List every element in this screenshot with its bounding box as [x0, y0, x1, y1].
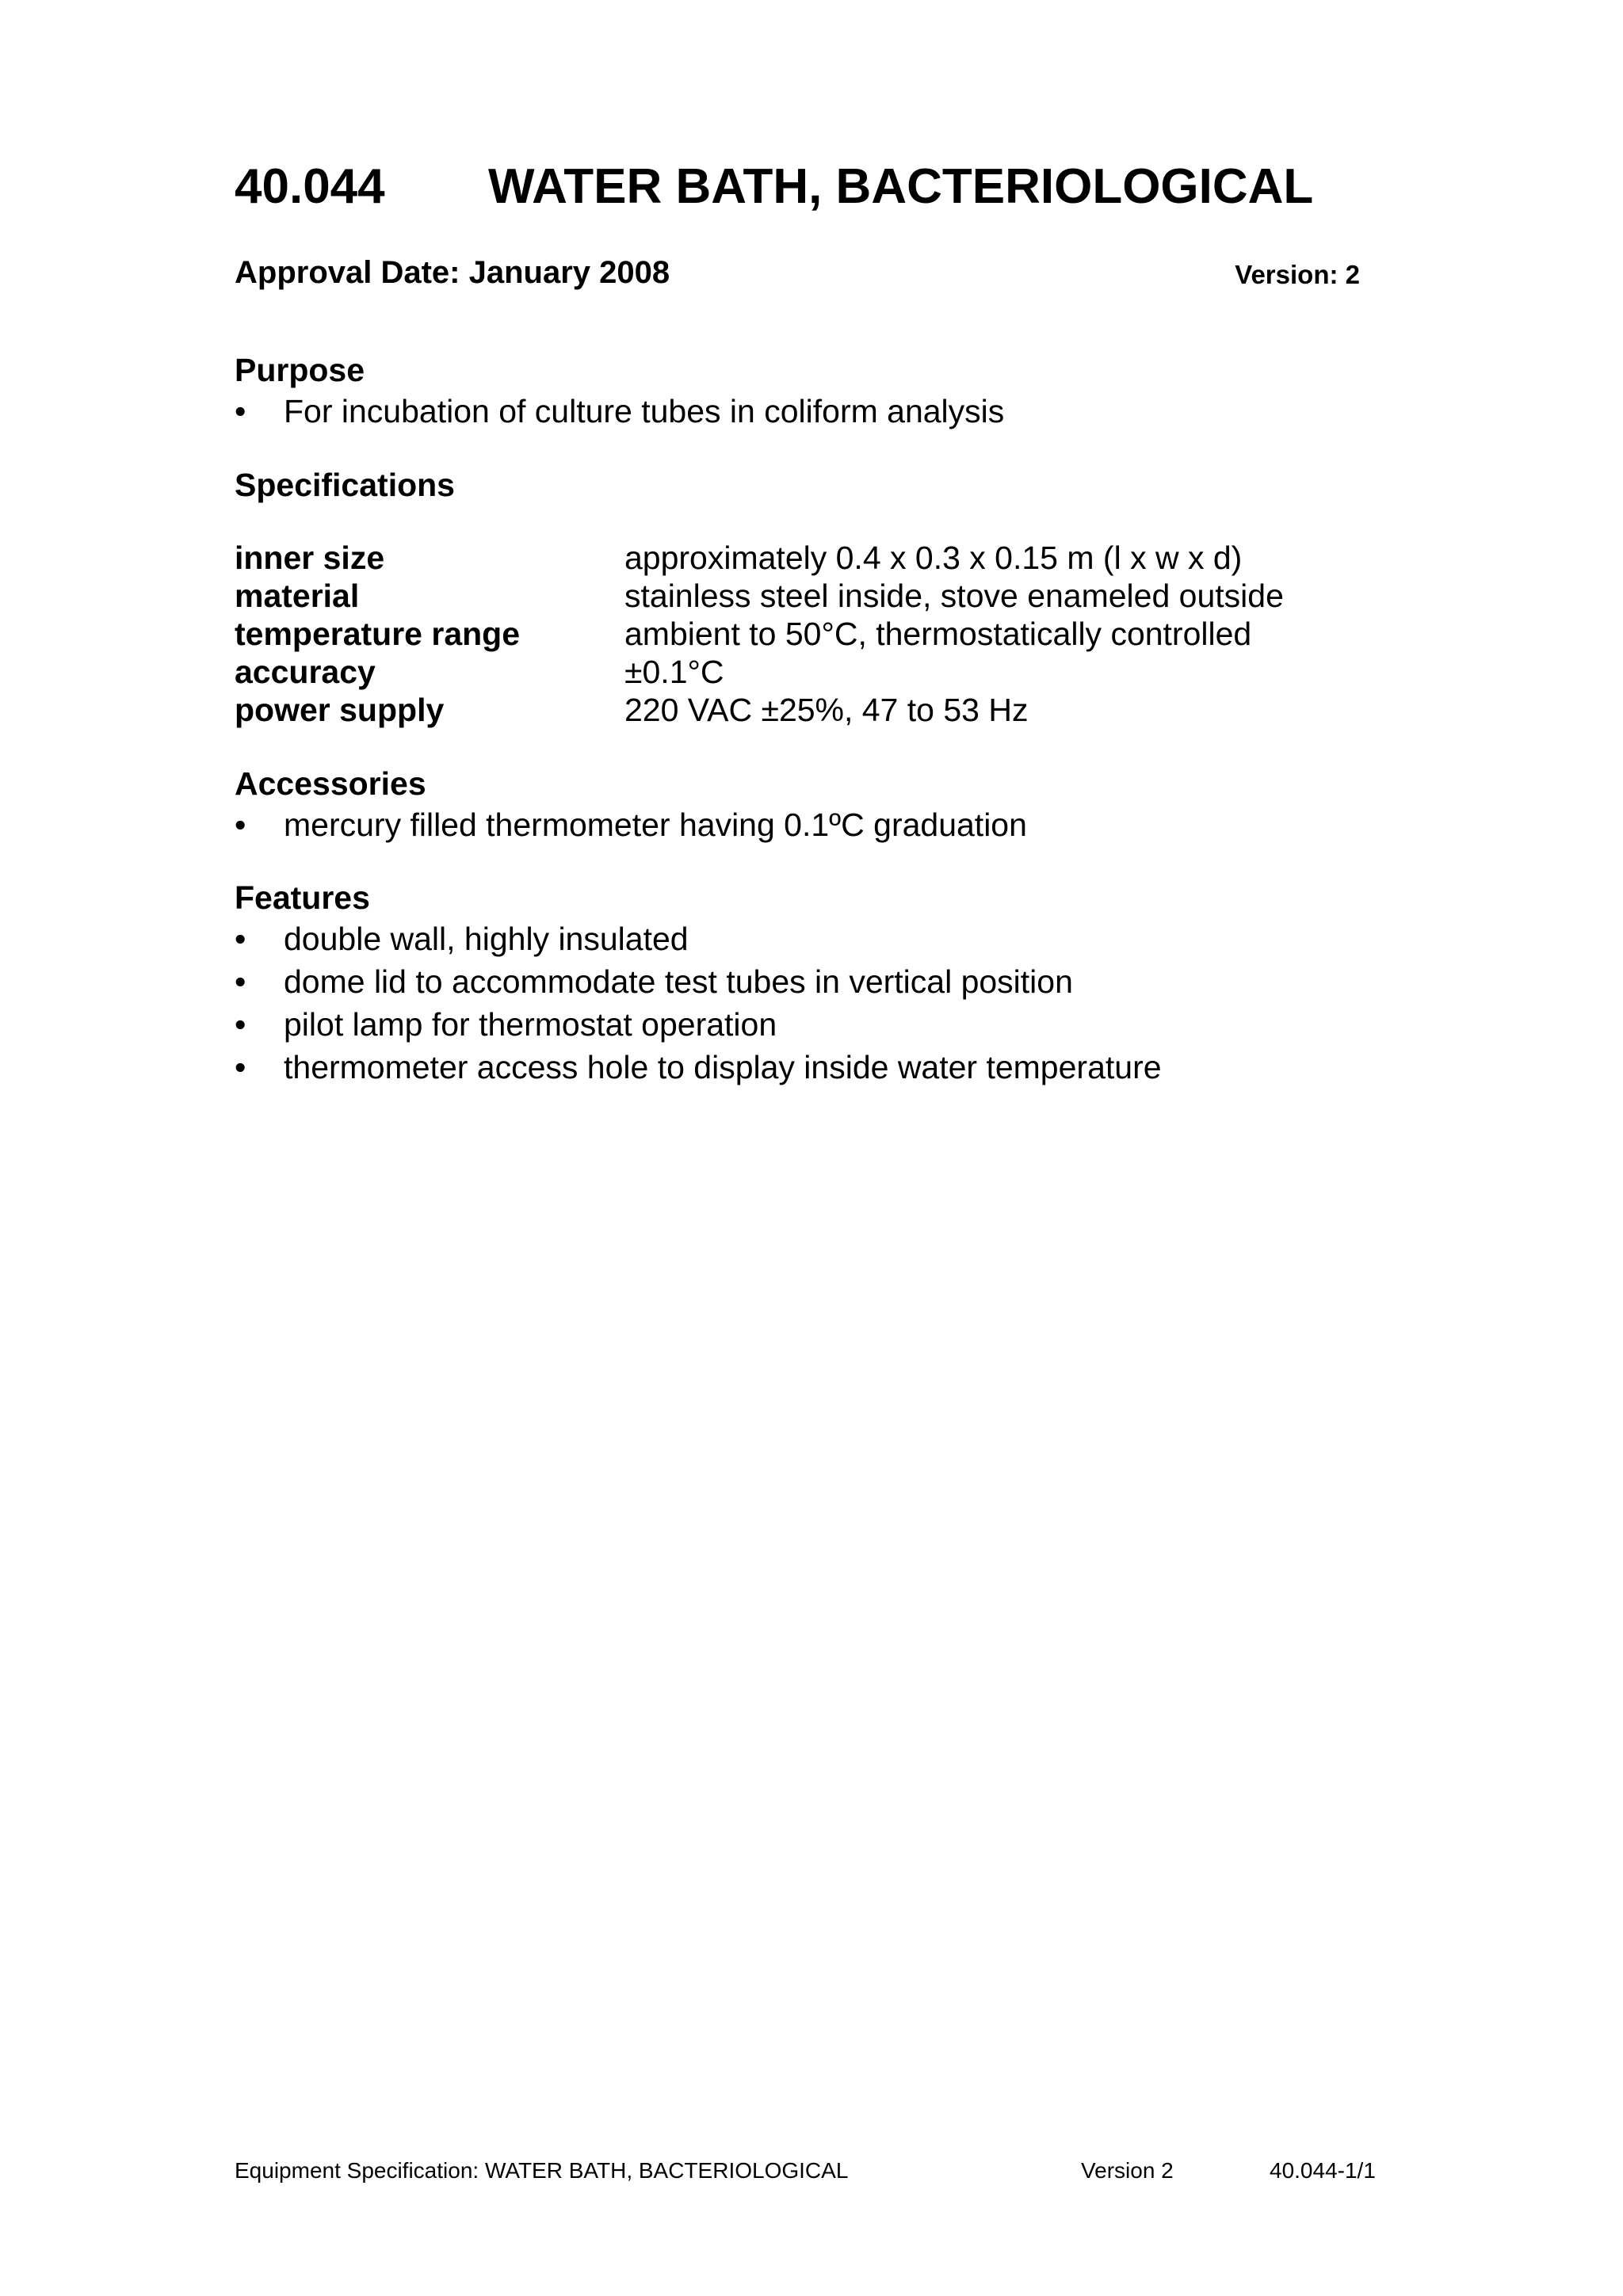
spec-name: inner size [235, 540, 385, 576]
bullet-icon: • [235, 393, 246, 429]
spec-name: temperature range [235, 616, 521, 652]
table-row [235, 539, 1284, 577]
bullet-icon: • [235, 1049, 246, 1085]
footer-spec-title: Equipment Specification: WATER BATH, BACTERIOLOGICAL [235, 2158, 849, 2183]
features-heading: Features [235, 879, 370, 916]
list-item [235, 960, 1162, 1003]
list-item [235, 803, 1027, 846]
table-row [235, 577, 1284, 615]
feature-item-text: double wall, highly insulated [284, 921, 689, 957]
list-item [235, 917, 1162, 960]
spec-name: power supply [235, 692, 445, 728]
table-row [235, 691, 1284, 729]
purpose-list [235, 390, 1004, 433]
document-title-text: WATER BATH, BACTERIOLOGICAL [488, 159, 1314, 214]
spec-value: approximately 0.4 x 0.3 x 0.15 m (l x w x d) [624, 540, 1243, 576]
version-label: Version: 2 [1235, 260, 1360, 289]
list-item [235, 390, 1004, 433]
footer-page-ref: 40.044-1/1 [1270, 2158, 1376, 2183]
list-item [235, 1046, 1162, 1089]
bullet-icon: • [235, 963, 246, 1000]
table-row [235, 615, 1284, 653]
feature-item-text: pilot lamp for thermostat operation [284, 1006, 777, 1043]
purpose-item-text: For incubation of culture tubes in coliform analysis [284, 393, 1005, 429]
table-row [235, 653, 1284, 691]
feature-item-text: thermometer access hole to display inside water temperature [284, 1049, 1162, 1085]
spec-name: material [235, 578, 360, 614]
approval-row [235, 250, 1360, 295]
spec-value: 220 VAC ±25%, 47 to 53 Hz [624, 692, 1029, 728]
spec-value: stainless steel inside, stove enameled outside [624, 578, 1284, 614]
specifications-table [235, 539, 1284, 729]
spec-value: ambient to 50°C, thermostatically controlled [624, 616, 1252, 652]
purpose-heading: Purpose [235, 352, 365, 388]
bullet-icon: • [235, 807, 246, 843]
accessories-heading: Accessories [235, 765, 426, 802]
specifications-heading: Specifications [235, 467, 455, 503]
approval-date: Approval Date: January 2008 [235, 255, 670, 290]
feature-item-text: dome lid to accommodate test tubes in vertical position [284, 963, 1073, 1000]
accessory-item-text: mercury filled thermometer having 0.1ºC graduation [284, 807, 1027, 843]
accessories-list [235, 803, 1027, 846]
features-list [235, 917, 1162, 1089]
bullet-icon: • [235, 1006, 246, 1043]
spec-name: accuracy [235, 654, 376, 690]
document-number: 40.044 [235, 159, 385, 214]
document-title [235, 155, 1313, 219]
spec-value: ±0.1°C [624, 654, 724, 690]
footer-version: Version 2 [1081, 2158, 1174, 2183]
list-item [235, 1003, 1162, 1046]
bullet-icon: • [235, 921, 246, 957]
